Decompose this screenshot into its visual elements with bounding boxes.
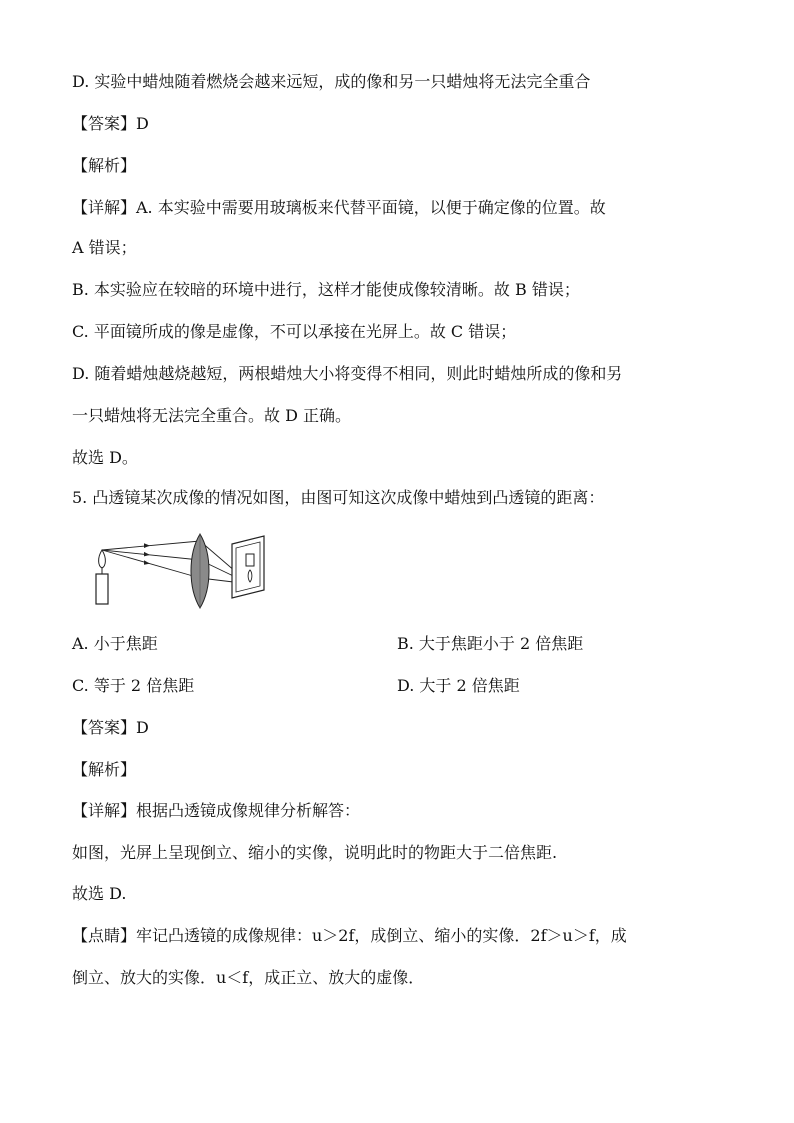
q5-option-c: C. 等于 2 倍焦距: [72, 676, 195, 695]
q4-detail-line-3: B. 本实验应在较暗的环境中进行，这样才能使成像较清晰。故 B 错误；: [72, 280, 580, 299]
q4-analysis-label: 【解析】: [72, 156, 137, 175]
q4-conclusion: 故选 D。: [72, 448, 138, 467]
q4-detail-line-5: D. 随着蜡烛越烧越短，两根蜡烛大小将变得不相同，则此时蜡烛所成的像和另: [72, 364, 623, 383]
q5-option-b: B. 大于焦距小于 2 倍焦距: [397, 634, 584, 653]
q4-detail-line-1: 【详解】A. 本实验中需要用玻璃板来代替平面镜，以便于确定像的位置。故: [72, 198, 606, 217]
light-rays: [102, 541, 250, 584]
q5-note-line-2: 倒立、放大的实像．u＜f，成正立、放大的虚像．: [72, 968, 425, 987]
q5-option-a: A. 小于焦距: [72, 634, 158, 653]
q4-answer: 【答案】D: [72, 114, 149, 133]
convex-lens: [191, 534, 209, 608]
lens-imaging-figure: [88, 532, 278, 612]
q4-detail-line-2: A 错误；: [72, 238, 137, 257]
q5-option-d: D. 大于 2 倍焦距: [397, 676, 520, 695]
q4-detail-line-4: C. 平面镜所成的像是虚像，不可以承接在光屏上。故 C 错误；: [72, 322, 517, 341]
q5-answer: 【答案】D: [72, 718, 149, 737]
q5-detail-line-2: 如图，光屏上呈现倒立、缩小的实像，说明此时的物距大于二倍焦距.: [72, 843, 558, 862]
candle: [96, 550, 108, 604]
q5-note-line-1: 【点睛】牢记凸透镜的成像规律：u＞2f，成倒立、缩小的实像．2f＞u＞f，成: [72, 926, 627, 945]
q5-conclusion: 故选 D.: [72, 884, 127, 903]
q5-detail-line-1: 【详解】根据凸透镜成像规律分析解答：: [72, 801, 361, 820]
q4-option-d: D. 实验中蜡烛随着燃烧会越来远短，成的像和另一只蜡烛将无法完全重合: [72, 72, 591, 91]
q5-stem: 5. 凸透镜某次成像的情况如图，由图可知这次成像中蜡烛到凸透镜的距离：: [72, 488, 605, 507]
light-screen: [232, 536, 264, 598]
q5-analysis-label: 【解析】: [72, 760, 137, 779]
q4-detail-line-6: 一只蜡烛将无法完全重合。故 D 正确。: [72, 406, 352, 425]
